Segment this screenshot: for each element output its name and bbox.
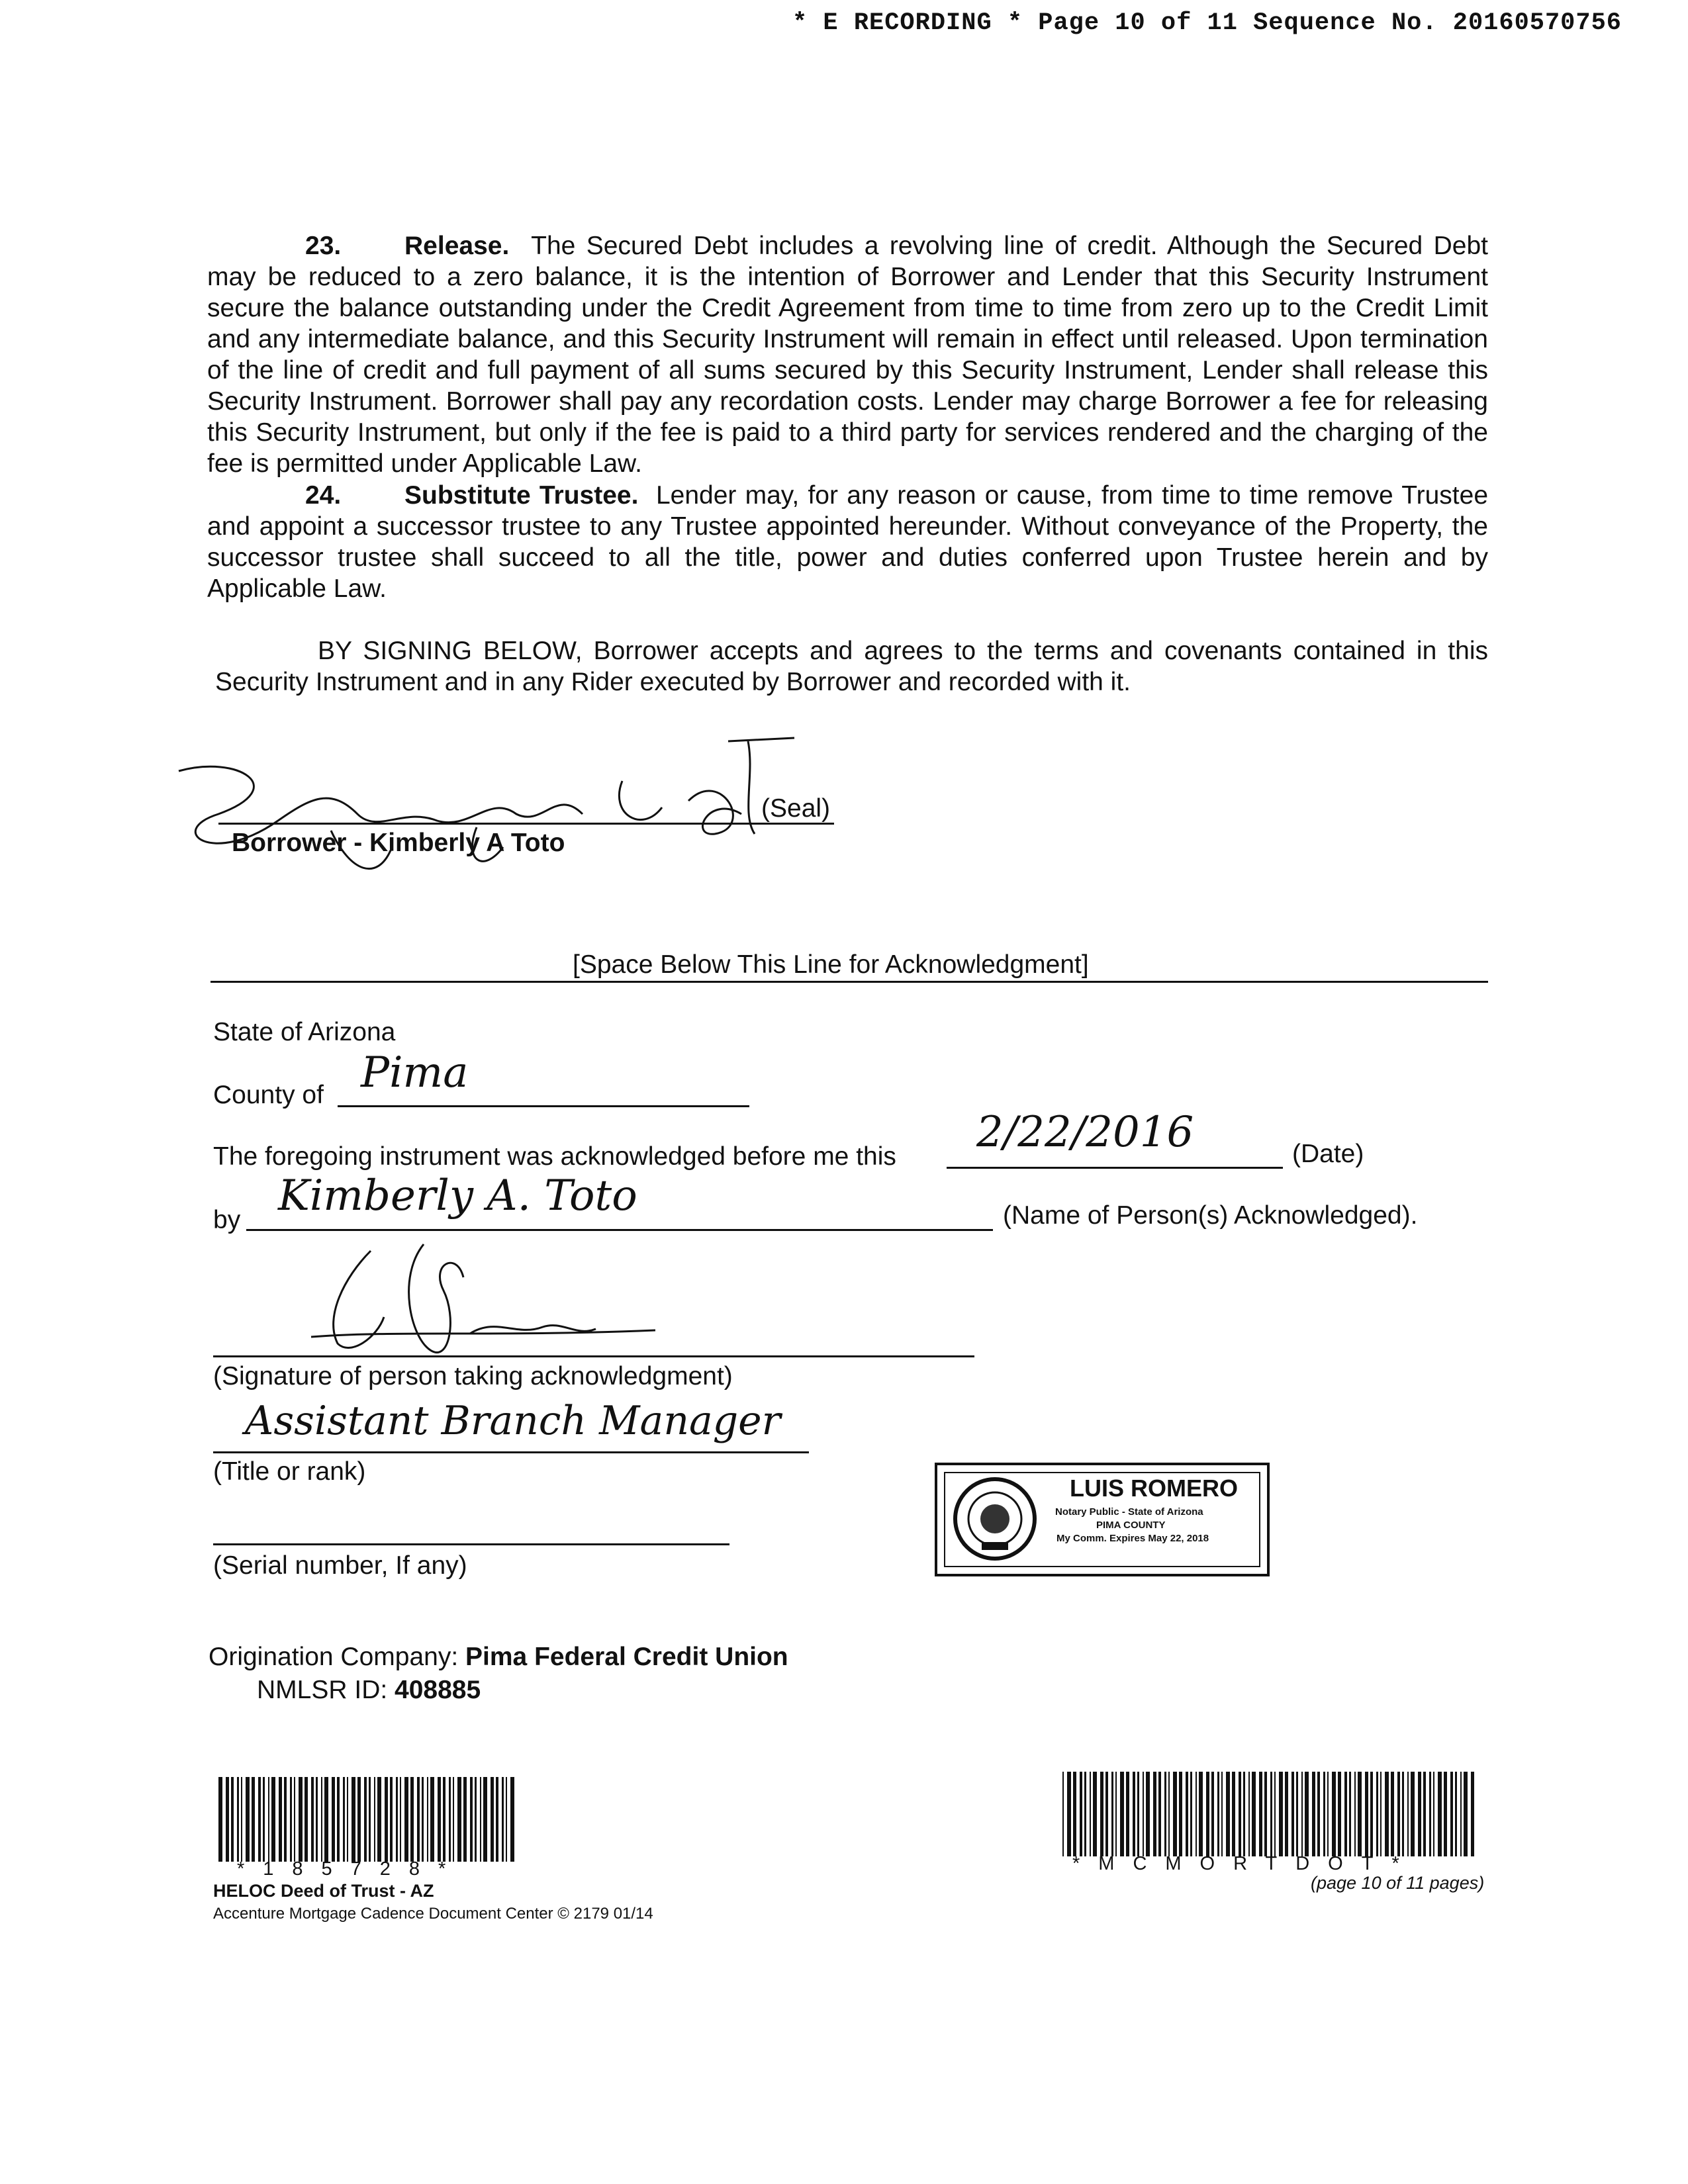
recording-header: * E RECORDING * Page 10 of 11 Sequence No. 20160570756: [792, 9, 1622, 37]
date-line: [947, 1167, 1283, 1169]
barcode-left-label: *185728*: [237, 1858, 465, 1880]
state-label: State of Arizona: [213, 1018, 396, 1046]
title-line: [213, 1451, 809, 1453]
seal-label: (Seal): [761, 794, 831, 823]
section-number: 23.: [305, 232, 342, 260]
nmlsr-label: NMLSR ID:: [257, 1676, 388, 1704]
county-value: Pima: [361, 1048, 469, 1097]
county-line: [338, 1105, 749, 1107]
notary-stamp: [935, 1463, 1270, 1576]
notary-line1: Notary Public - State of Arizona: [1055, 1506, 1203, 1518]
section-title: Release.: [404, 232, 510, 260]
serial-label: (Serial number, If any): [213, 1551, 467, 1580]
date-label: (Date): [1292, 1140, 1364, 1168]
person-value: Kimberly A. Toto: [278, 1171, 637, 1220]
nmlsr-id: [257, 1676, 481, 1705]
person-line: [246, 1229, 993, 1231]
section-text: The Secured Debt includes a revolving line of credit. Although the Secured Debt may be reduced to a zero balance, it is the intention of Borrower and Lender that this Security Instrument secure the balance outstanding under the Credit Agreement from time to time from zero up to the Credit Limit and any intermediate balance, and this Security Instrument will remain in effect until released. Upon termination of the line of credit and full payment of all sums secured by this Security Instrument, Lender shall release this Security Instrument. Borrower shall pay any recordation costs. Lender may charge Borrower a fee for releasing this Security Instrument, but only if the fee is paid to a third party for services rendered and the charging of the fee is permitted under Applicable Law.: [207, 232, 1488, 478]
barcode-right-label: *MCMORTDOT*: [1072, 1853, 1418, 1874]
notary-line2: PIMA COUNTY: [1096, 1520, 1166, 1531]
notary-signature: [298, 1238, 669, 1363]
doc-source: Accenture Mortgage Cadence Document Center © 2179 01/14: [213, 1905, 653, 1923]
page-label: (page 10 of 11 pages): [1311, 1873, 1485, 1893]
date-value: 2/22/2016: [976, 1108, 1194, 1157]
separator-line: [211, 981, 1488, 983]
section-23: [207, 230, 1488, 479]
county-label: County of: [213, 1081, 324, 1109]
company-value: Pima Federal Credit Union: [465, 1643, 788, 1671]
signing-statement: BY SIGNING BELOW, Borrower accepts and agrees to the terms and covenants contained in this Security Instrument and in any Rider executed by Borrower and recorded with it.: [215, 637, 1488, 696]
person-label: (Name of Person(s) Acknowledged).: [1003, 1201, 1418, 1230]
origination-company: [209, 1643, 788, 1672]
acknowledgment-separator: [Space Below This Line for Acknowledgment]: [573, 950, 1089, 979]
borrower-signature-line: [218, 823, 834, 825]
barcode-right: [1062, 1772, 1478, 1856]
nmlsr-value: 408885: [395, 1676, 481, 1704]
doc-title: HELOC Deed of Trust - AZ: [213, 1881, 434, 1901]
notary-name: LUIS ROMERO: [1070, 1475, 1239, 1502]
notary-signature-line: [213, 1355, 974, 1357]
serial-line: [213, 1543, 729, 1545]
company-label: Origination Company:: [209, 1643, 459, 1671]
section-number: 24.: [305, 481, 342, 510]
signature-label: (Signature of person taking acknowledgment): [213, 1362, 733, 1390]
barcode-left: [218, 1777, 518, 1862]
section-text: Lender may, for any reason or cause, from time to time remove Trustee and appoint a successor trustee to any Trustee appointed hereunder. Without conveyance of the Property, the successor trustee shall succeed to all the title, power and duties conferred upon Trustee herein and by Applicable Law.: [207, 481, 1489, 603]
borrower-label: Borrower - Kimberly A Toto: [232, 829, 565, 857]
section-title: Substitute Trustee.: [404, 481, 639, 510]
title-value: Assistant Branch Manager: [245, 1398, 781, 1444]
title-label: (Title or rank): [213, 1457, 366, 1486]
by-label: by: [213, 1206, 241, 1234]
notary-line3: My Comm. Expires May 22, 2018: [1056, 1533, 1209, 1544]
section-24: [207, 480, 1488, 604]
arizona-seal-icon: [952, 1476, 1038, 1562]
foregoing-label: The foregoing instrument was acknowledged before me this: [213, 1142, 896, 1171]
